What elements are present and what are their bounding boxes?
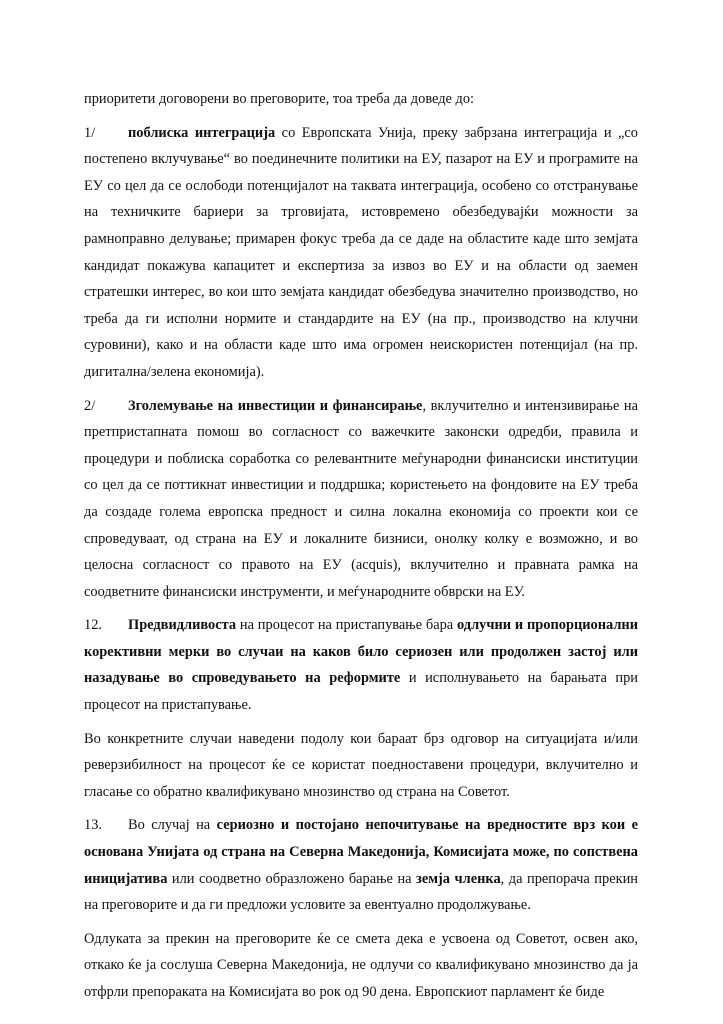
paragraph-text: Во случај на [128, 817, 217, 834]
document-page [84, 86, 638, 1013]
paragraph-intro: приоритети договорени во преговорите, тоа треба да доведе до: [84, 91, 475, 107]
paragraph-item-1 [84, 120, 638, 386]
paragraph-simplified-procedures: Во конкретните случаи наведени подолу кои бараат брз одговор на ситуацијата и/или реверзибилност на процесот ќе се користат поедноставени процедури, вклучително и гласање со обратно квалификувано мнозинство од страна на Советот. [84, 730, 638, 800]
bold-phrase: сериозно и постојано непочитување на вредностите врз кои е основана Унијата од страна на Северна Македонија, Комисијата може, по сопствена иницијатива [84, 817, 638, 887]
paragraph-13 [84, 812, 638, 918]
bold-phrase: Предвидливоста [128, 617, 237, 634]
bold-phrase: одлучни и пропорционални корективни мерки во случаи на каков било сериозен или продолжен застој или назадување во спроведувањето на реформите [84, 617, 639, 687]
paragraph-text: и исполнувањето на барањата при процесот на пристапување. [84, 670, 638, 714]
item-number: 1/ [84, 124, 96, 141]
paragraph-item-2 [84, 393, 638, 606]
paragraph-decision: Одлуката за прекин на преговорите ќе се смета дека е усвоена од Советот, освен ако, откако ќе ја сослуша Северна Македонија, не одлучи со квалификувано мнозинство да ја отфрли препораката на Комисијата во рок од 90 дена. Европскиот парламент ќе биде [84, 930, 638, 1000]
item-number: 2/ [84, 397, 96, 414]
paragraph-text: на процесот на пристапување бара [236, 617, 458, 634]
bold-phrase: земја членка [416, 870, 501, 887]
paragraph-text: со Европската Унија, преку забрзана интеграција и „со постепено вклучување“ во поединечните политики на ЕУ, пазарот на ЕУ и програмите на ЕУ со цел да се ослободи потенцијалот на таквата интеграција, особено со отстранување на техничките бариери за трговијата, истовремено обезбедувајќи можности за рамноправно делување; примарен фокус треба да се даде на областите каде што земјата кандидат покажува капацитет и експертиза за извоз во ЕУ и на области од заемен стратешки интерес, во кои што земјата кандидат обезбедува значително производство, но треба да ги исполни нормите и стандардите на ЕУ (на пр., производство на клучни суровини), како и на области каде што има огромен неискористен потенцијал (на пр. дигитална/зелена економија). [84, 124, 638, 380]
bold-phrase: Зголемување на инвестиции и финансирање [128, 397, 423, 414]
bold-phrase: поблиска интеграција [128, 124, 276, 141]
paragraph-text: , да препорача прекин на преговорите и да ги предложи условите за евентуално продолжување. [84, 870, 638, 914]
paragraph-text: или соодветно образложено барање на [167, 870, 417, 887]
paragraph-12 [84, 612, 638, 718]
item-number: 12. [84, 617, 102, 634]
paragraph-text: , вклучително и интензивирање на претпристапната помош во согласност со важечките законски одредби, правила и процедури и поблиска соработка со релевантните меѓународни финансиски институции со цел да се поттикнат инвестиции и поддршка; користењето на фондовите на ЕУ треба да создаде голема европска предност и силна локална економија со проекти кои се спроведуваат, од страна на ЕУ и локалните бизниси, онолку колку е возможно, и во целосна согласност со правото на ЕУ (acquis), вклучително и правната рамка на соодветните финансиски инструменти, и меѓународните обврски на ЕУ. [84, 397, 639, 600]
item-number: 13. [84, 817, 102, 834]
